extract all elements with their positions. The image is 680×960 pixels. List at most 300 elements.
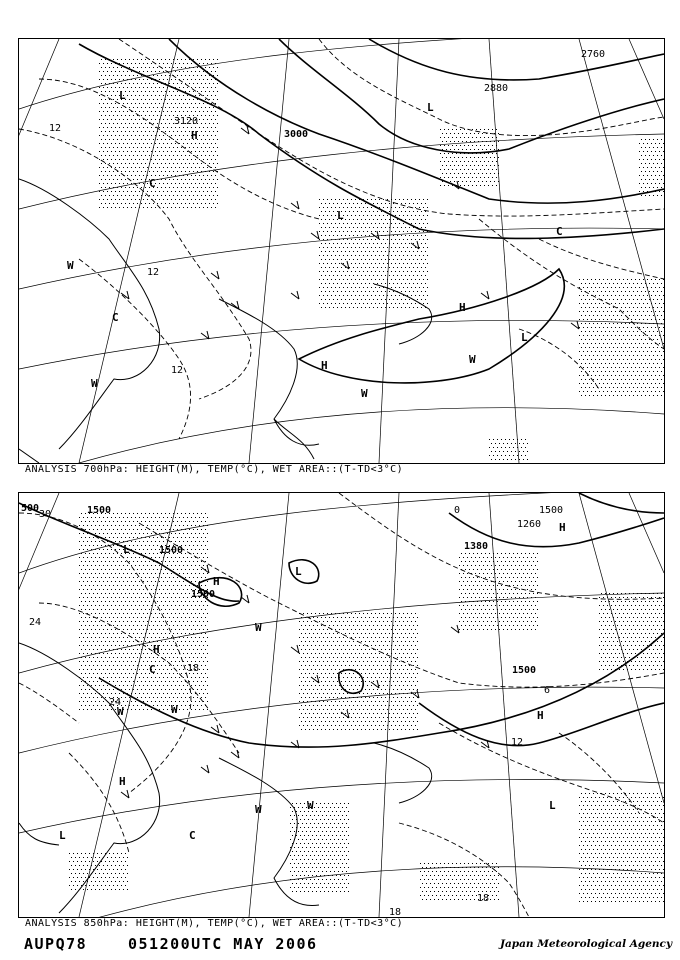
wet-dot bbox=[187, 127, 188, 128]
wet-dot bbox=[407, 271, 408, 272]
wet-dot bbox=[619, 311, 620, 312]
wet-dot bbox=[119, 191, 120, 192]
wet-dot bbox=[613, 299, 614, 300]
wet-dot bbox=[105, 585, 106, 586]
wet-dot bbox=[625, 291, 626, 292]
wet-dot bbox=[81, 617, 82, 618]
wet-dot bbox=[213, 67, 214, 68]
wet-dot bbox=[151, 103, 152, 104]
wet-dot bbox=[633, 339, 634, 340]
wet-dot bbox=[193, 545, 194, 546]
wet-dot bbox=[389, 275, 390, 276]
wet-dot bbox=[135, 191, 136, 192]
wet-dot bbox=[341, 243, 342, 244]
wet-dot bbox=[397, 625, 398, 626]
wet-dot bbox=[125, 665, 126, 666]
wet-dot bbox=[117, 203, 118, 204]
wet-dot bbox=[131, 613, 132, 614]
wet-dot bbox=[217, 203, 218, 204]
wet-dot bbox=[137, 673, 138, 674]
wet-dot bbox=[341, 251, 342, 252]
wet-dot bbox=[199, 151, 200, 152]
wet-dot bbox=[345, 291, 346, 292]
wet-dot bbox=[103, 525, 104, 526]
wet-dot bbox=[359, 661, 360, 662]
wet-dot bbox=[165, 179, 166, 180]
wet-dot bbox=[167, 525, 168, 526]
wet-dot bbox=[113, 561, 114, 562]
wet-dot bbox=[99, 645, 100, 646]
wet-dot bbox=[629, 387, 630, 388]
wet-dot bbox=[153, 513, 154, 514]
wet-dot bbox=[127, 183, 128, 184]
wet-dot bbox=[389, 625, 390, 626]
wet-dot bbox=[143, 143, 144, 144]
wet-dot bbox=[335, 295, 336, 296]
wet-dot bbox=[383, 223, 384, 224]
wet-dot bbox=[157, 593, 158, 594]
wet-dot bbox=[105, 657, 106, 658]
wet-dot bbox=[137, 179, 138, 180]
wet-dot bbox=[141, 513, 142, 514]
wet-dot bbox=[201, 59, 202, 60]
wet-dot bbox=[155, 605, 156, 606]
wet-dot bbox=[137, 537, 138, 538]
wet-dot bbox=[165, 577, 166, 578]
wet-dot bbox=[215, 167, 216, 168]
wet-dot bbox=[133, 179, 134, 180]
wet-dot bbox=[167, 581, 168, 582]
wet-dot bbox=[446, 157, 447, 158]
wet-dot bbox=[145, 609, 146, 610]
wet-dot bbox=[217, 91, 218, 92]
wet-dot bbox=[137, 171, 138, 172]
wet-dot bbox=[365, 235, 366, 236]
wet-dot bbox=[183, 183, 184, 184]
wet-dot bbox=[195, 613, 196, 614]
wet-dot bbox=[397, 243, 398, 244]
wet-dot bbox=[143, 701, 144, 702]
wet-dot bbox=[333, 227, 334, 228]
wet-dot bbox=[123, 183, 124, 184]
wet-dot bbox=[213, 187, 214, 188]
wet-dot bbox=[115, 669, 116, 670]
wet-dot bbox=[151, 159, 152, 160]
wet-dot bbox=[653, 315, 654, 316]
wet-dot bbox=[395, 287, 396, 288]
wet-dot bbox=[107, 637, 108, 638]
wet-dot bbox=[319, 279, 320, 280]
wet-dot bbox=[137, 609, 138, 610]
wet-dot bbox=[205, 641, 206, 642]
wet-dot bbox=[383, 629, 384, 630]
wet-dot bbox=[503, 459, 504, 460]
wet-dot bbox=[409, 211, 410, 212]
wet-dot bbox=[307, 661, 308, 662]
wet-dot bbox=[109, 123, 110, 124]
wet-dot bbox=[151, 557, 152, 558]
wet-dot bbox=[440, 169, 441, 170]
wet-dot bbox=[319, 637, 320, 638]
wet-dot bbox=[361, 617, 362, 618]
wet-dot bbox=[163, 669, 164, 670]
wet-dot bbox=[129, 91, 130, 92]
wet-dot bbox=[175, 525, 176, 526]
wet-dot bbox=[147, 693, 148, 694]
wet-dot bbox=[213, 195, 214, 196]
wet-dot bbox=[371, 645, 372, 646]
wet-dot bbox=[365, 219, 366, 220]
wet-dot bbox=[149, 513, 150, 514]
wet-dot bbox=[141, 139, 142, 140]
wet-dot bbox=[89, 545, 90, 546]
wet-dot bbox=[359, 287, 360, 288]
wet-dot bbox=[383, 247, 384, 248]
wet-dot bbox=[111, 693, 112, 694]
wet-dot bbox=[595, 391, 596, 392]
wet-dot bbox=[427, 199, 428, 200]
wet-dot bbox=[511, 451, 512, 452]
wet-dot bbox=[111, 613, 112, 614]
wet-dot bbox=[179, 517, 180, 518]
wet-dot bbox=[87, 685, 88, 686]
wet-dot bbox=[629, 379, 630, 380]
wet-dot bbox=[197, 83, 198, 84]
wet-dot bbox=[585, 307, 586, 308]
wet-dot bbox=[325, 299, 326, 300]
wet-dot bbox=[187, 661, 188, 662]
wet-dot bbox=[119, 87, 120, 88]
wet-dot bbox=[637, 363, 638, 364]
chart-700hpa bbox=[18, 38, 665, 464]
wet-dot bbox=[173, 131, 174, 132]
wet-dot bbox=[155, 199, 156, 200]
wet-dot bbox=[495, 459, 496, 460]
wet-dot bbox=[347, 621, 348, 622]
wet-dot bbox=[333, 243, 334, 244]
wet-dot bbox=[407, 263, 408, 264]
wet-dot bbox=[111, 143, 112, 144]
wet-dot bbox=[179, 111, 180, 112]
wet-dot bbox=[385, 641, 386, 642]
wet-dot bbox=[129, 569, 130, 570]
wet-dot bbox=[119, 533, 120, 534]
wet-dot bbox=[143, 103, 144, 104]
wet-dot bbox=[151, 613, 152, 614]
wet-dot bbox=[651, 295, 652, 296]
wet-dot bbox=[389, 283, 390, 284]
wet-dot bbox=[127, 525, 128, 526]
wet-dot bbox=[169, 593, 170, 594]
wet-dot bbox=[450, 133, 451, 134]
wet-dot bbox=[635, 335, 636, 336]
wet-dot bbox=[313, 625, 314, 626]
wet-dot bbox=[157, 633, 158, 634]
wet-dot bbox=[175, 605, 176, 606]
wet-dot bbox=[303, 629, 304, 630]
wet-dot bbox=[419, 287, 420, 288]
wet-dot bbox=[141, 171, 142, 172]
wet-dot bbox=[187, 597, 188, 598]
wet-dot bbox=[107, 573, 108, 574]
wet-dot bbox=[591, 311, 592, 312]
wet-dot bbox=[205, 187, 206, 188]
wet-dot bbox=[165, 147, 166, 148]
wet-dot bbox=[421, 275, 422, 276]
wet-dot bbox=[581, 387, 582, 388]
wet-dot bbox=[203, 159, 204, 160]
wet-dot bbox=[205, 115, 206, 116]
wet-dot bbox=[653, 179, 654, 180]
wet-dot bbox=[591, 343, 592, 344]
wet-dot bbox=[413, 633, 414, 634]
wet-dot bbox=[153, 697, 154, 698]
wet-dot bbox=[137, 147, 138, 148]
wet-dot bbox=[645, 347, 646, 348]
wet-dot bbox=[319, 199, 320, 200]
wet-dot bbox=[329, 259, 330, 260]
wet-dot bbox=[621, 307, 622, 308]
wet-dot bbox=[217, 163, 218, 164]
wet-dot bbox=[615, 359, 616, 360]
wet-dot bbox=[137, 139, 138, 140]
wet-dot bbox=[113, 585, 114, 586]
wet-dot bbox=[635, 351, 636, 352]
wet-dot bbox=[466, 181, 467, 182]
wet-dot bbox=[137, 187, 138, 188]
wet-dot bbox=[201, 91, 202, 92]
wet-dot bbox=[393, 243, 394, 244]
wet-dot bbox=[623, 375, 624, 376]
wet-dot bbox=[325, 219, 326, 220]
wet-dot bbox=[171, 79, 172, 80]
wet-dot bbox=[653, 355, 654, 356]
wet-dot bbox=[337, 203, 338, 204]
wet-dot bbox=[347, 295, 348, 296]
wet-dot bbox=[458, 141, 459, 142]
wet-dot bbox=[490, 181, 491, 182]
wet-dot bbox=[187, 533, 188, 534]
wet-dot bbox=[637, 315, 638, 316]
wet-dot bbox=[397, 657, 398, 658]
wet-dot bbox=[661, 395, 662, 396]
wet-dot bbox=[639, 351, 640, 352]
wet-dot bbox=[151, 175, 152, 176]
wet-dot bbox=[151, 127, 152, 128]
wet-dot bbox=[623, 287, 624, 288]
wet-dot bbox=[113, 681, 114, 682]
wet-dot bbox=[387, 247, 388, 248]
wet-dot bbox=[185, 91, 186, 92]
wet-dot bbox=[153, 155, 154, 156]
wet-dot bbox=[331, 287, 332, 288]
wet-dot bbox=[159, 693, 160, 694]
wet-dot bbox=[452, 137, 453, 138]
wet-dot bbox=[351, 223, 352, 224]
wet-dot bbox=[659, 295, 660, 296]
wet-dot bbox=[151, 517, 152, 518]
wet-dot bbox=[181, 171, 182, 172]
wet-dot bbox=[131, 709, 132, 710]
wet-dot bbox=[187, 685, 188, 686]
low-center: L bbox=[337, 209, 344, 222]
wet-dot bbox=[159, 709, 160, 710]
wet-dot bbox=[595, 367, 596, 368]
wet-dot bbox=[143, 151, 144, 152]
wet-dot bbox=[175, 541, 176, 542]
wet-dot bbox=[97, 585, 98, 586]
wet-dot bbox=[177, 649, 178, 650]
wet-dot bbox=[129, 673, 130, 674]
wet-dot bbox=[641, 371, 642, 372]
wet-dot bbox=[655, 359, 656, 360]
wet-dot bbox=[187, 613, 188, 614]
wet-dot bbox=[83, 605, 84, 606]
wet-dot bbox=[95, 677, 96, 678]
wet-dot bbox=[187, 183, 188, 184]
wet-dot bbox=[157, 705, 158, 706]
wet-dot bbox=[367, 637, 368, 638]
wet-dot bbox=[149, 545, 150, 546]
wet-dot bbox=[474, 165, 475, 166]
wet-dot bbox=[115, 207, 116, 208]
wet-dot bbox=[333, 211, 334, 212]
wet-dot bbox=[151, 151, 152, 152]
wet-dot bbox=[125, 123, 126, 124]
wet-dot bbox=[393, 227, 394, 228]
wet-dot bbox=[619, 375, 620, 376]
wet-dot bbox=[643, 279, 644, 280]
wet-dot bbox=[589, 291, 590, 292]
wet-dot bbox=[121, 83, 122, 84]
wet-dot bbox=[129, 617, 130, 618]
wet-dot bbox=[413, 219, 414, 220]
wet-dot bbox=[169, 107, 170, 108]
wet-dot bbox=[385, 267, 386, 268]
wet-dot bbox=[421, 307, 422, 308]
wet-dot bbox=[199, 573, 200, 574]
wet-dot bbox=[177, 139, 178, 140]
wet-dot bbox=[615, 335, 616, 336]
wet-dot bbox=[454, 133, 455, 134]
wet-dot bbox=[79, 645, 80, 646]
wet-dot bbox=[343, 207, 344, 208]
wet-dot bbox=[369, 219, 370, 220]
wet-dot bbox=[123, 111, 124, 112]
wet-dot bbox=[301, 641, 302, 642]
wet-dot bbox=[101, 681, 102, 682]
wet-dot bbox=[391, 629, 392, 630]
wet-dot bbox=[179, 159, 180, 160]
wet-dot bbox=[139, 135, 140, 136]
wet-dot bbox=[127, 207, 128, 208]
wet-dot bbox=[305, 649, 306, 650]
wet-dot bbox=[347, 303, 348, 304]
wet-dot bbox=[581, 395, 582, 396]
wet-dot bbox=[127, 637, 128, 638]
wet-dot bbox=[353, 227, 354, 228]
wet-dot bbox=[399, 661, 400, 662]
wet-dot bbox=[645, 195, 646, 196]
wet-dot bbox=[109, 91, 110, 92]
wet-dot bbox=[187, 207, 188, 208]
wet-dot bbox=[147, 119, 148, 120]
wet-dot bbox=[191, 541, 192, 542]
wet-dot bbox=[325, 633, 326, 634]
wet-dot bbox=[629, 283, 630, 284]
wet-dot bbox=[101, 179, 102, 180]
wet-dot bbox=[125, 569, 126, 570]
wet-dot bbox=[87, 565, 88, 566]
wet-dot bbox=[141, 577, 142, 578]
wet-dot bbox=[583, 351, 584, 352]
wet-dot bbox=[343, 629, 344, 630]
wet-dot bbox=[639, 175, 640, 176]
wet-dot bbox=[109, 609, 110, 610]
wet-dot bbox=[121, 561, 122, 562]
wet-dot bbox=[649, 291, 650, 292]
wet-dot bbox=[121, 641, 122, 642]
wet-dot bbox=[617, 371, 618, 372]
wet-dot bbox=[635, 367, 636, 368]
wet-dot bbox=[189, 633, 190, 634]
wet-dot bbox=[113, 203, 114, 204]
wet-dot bbox=[155, 119, 156, 120]
wet-dot bbox=[323, 621, 324, 622]
wet-dot bbox=[339, 295, 340, 296]
wet-dot bbox=[113, 179, 114, 180]
wet-dot bbox=[135, 167, 136, 168]
wet-dot bbox=[105, 203, 106, 204]
wet-dot bbox=[625, 331, 626, 332]
wet-dot bbox=[89, 601, 90, 602]
wet-dot bbox=[657, 331, 658, 332]
wet-dot bbox=[125, 593, 126, 594]
wet-dot bbox=[389, 657, 390, 658]
wet-dot bbox=[119, 183, 120, 184]
wet-dot bbox=[621, 363, 622, 364]
wet-dot bbox=[597, 307, 598, 308]
wet-dot bbox=[490, 149, 491, 150]
wet-dot bbox=[145, 689, 146, 690]
wet-dot bbox=[442, 165, 443, 166]
wet-dot bbox=[195, 541, 196, 542]
wet-dot bbox=[607, 327, 608, 328]
wet-dot bbox=[507, 451, 508, 452]
wet-dot bbox=[474, 133, 475, 134]
wet-dot bbox=[129, 83, 130, 84]
wet-dot bbox=[343, 303, 344, 304]
wet-dot bbox=[149, 91, 150, 92]
wet-dot bbox=[617, 299, 618, 300]
wet-dot bbox=[137, 665, 138, 666]
wet-dot bbox=[601, 315, 602, 316]
wet-dot bbox=[403, 223, 404, 224]
wet-dot bbox=[113, 107, 114, 108]
wet-dot bbox=[591, 383, 592, 384]
wet-dot bbox=[645, 155, 646, 156]
wet-dot bbox=[177, 67, 178, 68]
wet-dot bbox=[195, 95, 196, 96]
wet-dot bbox=[127, 63, 128, 64]
wet-dot bbox=[91, 525, 92, 526]
wet-dot bbox=[183, 605, 184, 606]
wet-dot bbox=[399, 637, 400, 638]
wet-dot bbox=[177, 657, 178, 658]
wet-dot bbox=[193, 609, 194, 610]
wet-dot bbox=[173, 593, 174, 594]
wet-dot bbox=[601, 307, 602, 308]
